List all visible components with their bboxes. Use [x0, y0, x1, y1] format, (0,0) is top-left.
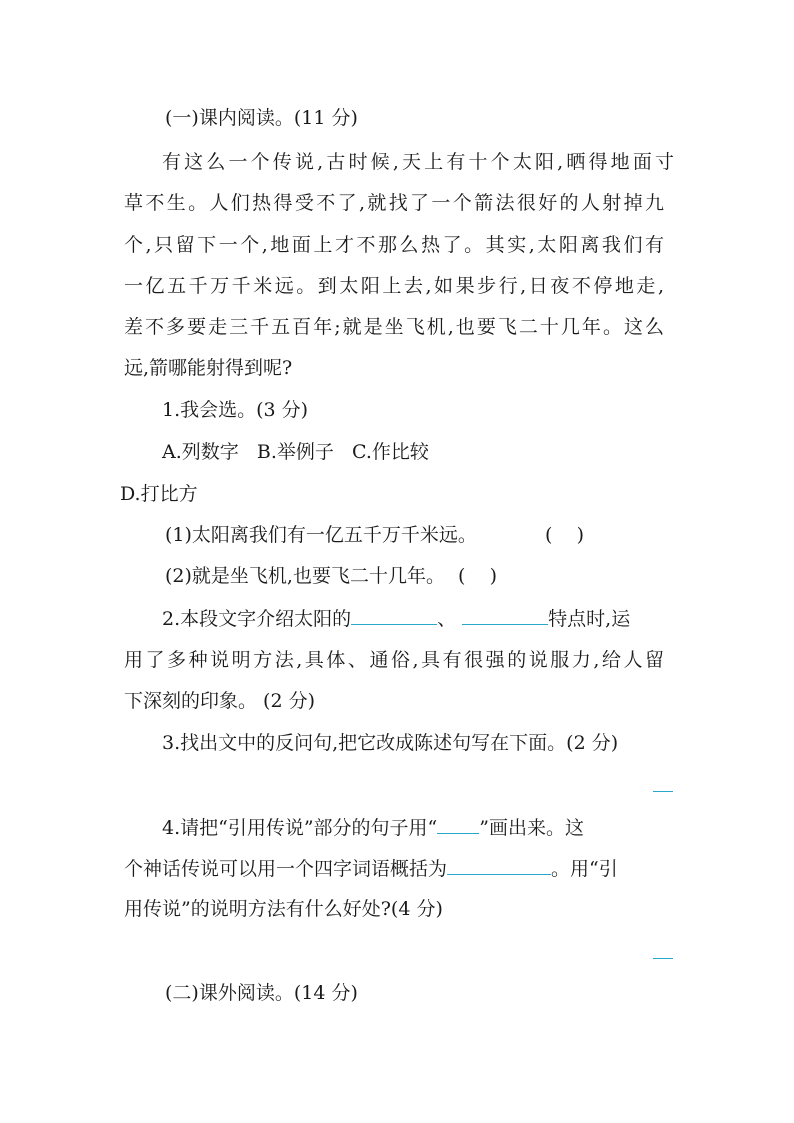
question-3-stem: 3.找出文中的反问句,把它改成陈述句写在下面。(2 分): [162, 732, 619, 754]
passage-line-5: 差不多要走三千五百年;就是坐飞机,也要飞二十几年。这么: [124, 316, 664, 338]
question-1-stem: 1.我会选。(3 分): [162, 399, 309, 421]
question-3-answer-line[interactable]: [653, 791, 673, 792]
question-4-text-d: 。用“引: [551, 858, 618, 880]
passage-line-4: 一亿五千万千米远。到太阳上去,如果步行,日夜不停地走,: [124, 275, 664, 297]
passage-line-2: 草不生。人们热得受不了,就找了一个箭法很好的人射掉九: [124, 192, 664, 214]
question-2-line-2: 用了多种说明方法,具体、通俗,具有很强的说服力,给人留: [124, 649, 664, 671]
question-2-text-b: 特点时,运: [548, 608, 631, 630]
question-4-text-b: ”画出来。这: [479, 817, 584, 839]
question-4-text-a: 4.请把“引用传说”部分的句子用“: [162, 817, 438, 839]
question-4-answer-line[interactable]: [653, 958, 673, 959]
section-heading-in-class-reading: (一)课内阅读。(11 分): [165, 107, 358, 129]
passage-line-3: 个,只留下一个,地面上才不那么热了。其实,太阳离我们有: [124, 234, 664, 256]
underline-sample-blank[interactable]: [437, 815, 479, 834]
question-1-item-2-answer-paren[interactable]: ( ): [458, 565, 497, 587]
idiom-answer-blank[interactable]: [447, 856, 551, 875]
question-1-item-2: (2)就是坐飞机,也要飞二十几年。: [165, 565, 445, 587]
question-2-text-a: 2.本段文字介绍太阳的: [162, 608, 352, 630]
question-4-text-c: 个神话传说可以用一个四字词语概括为: [124, 858, 448, 880]
passage-line-1: 有这么一个传说,古时候,天上有十个太阳,晒得地面寸: [162, 151, 674, 173]
question-4-line-1: [162, 815, 584, 840]
passage-line-6: 远,箭哪能射得到呢?: [124, 357, 293, 379]
question-2-separator: 、: [437, 608, 457, 630]
answer-blank-2[interactable]: [462, 606, 548, 625]
question-4-line-2: [124, 856, 618, 881]
question-2-line-1: [162, 606, 630, 631]
question-1-options: A.列数字 B.举例子 C.作比较: [162, 441, 429, 463]
section-heading-extracurricular-reading: (二)课外阅读。(14 分): [165, 982, 358, 1004]
question-4-line-3: 用传说”的说明方法有什么好处?(4 分): [124, 898, 443, 920]
answer-blank-1[interactable]: [351, 606, 437, 625]
question-2-line-3: 下深刻的印象。 (2 分): [124, 690, 315, 712]
question-1-item-1-answer-paren[interactable]: ( ): [545, 524, 584, 546]
question-1-item-1: (1)太阳离我们有一亿五千万千米远。: [165, 524, 477, 546]
question-1-option-d: D.打比方: [120, 483, 198, 505]
